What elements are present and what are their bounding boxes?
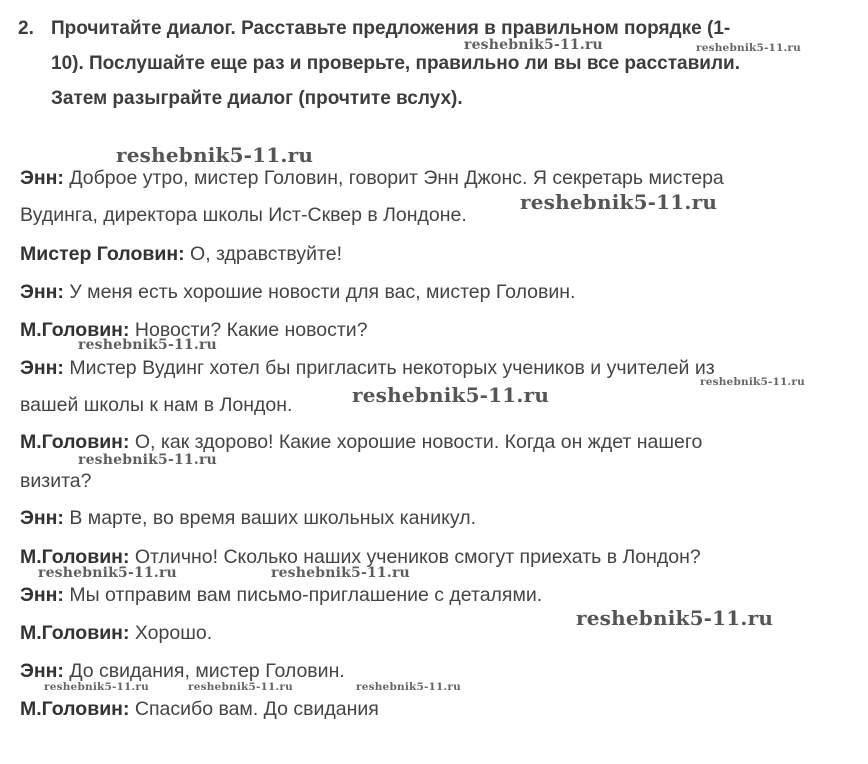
watermark: reshebnik5-11.ru — [576, 606, 774, 630]
replica: Отлично! Сколько наших учеников смогут приехать в Лондон? — [134, 546, 701, 568]
replica: Доброе утро, мистер Головин, говорит Энн Джонс. Я секретарь мистера — [69, 167, 724, 189]
watermark: reshebnik5-11.ru — [78, 337, 217, 353]
replica: Новости? Какие новости? — [134, 319, 368, 341]
dialog-line — [20, 617, 212, 649]
speaker: Энн: — [20, 507, 64, 529]
replica: О, здравствуйте! — [190, 243, 342, 265]
replica: Хорошо. — [134, 622, 213, 644]
replica: О, как здорово! Какие хорошие новости. Когда он ждет нашего — [134, 431, 703, 453]
speaker: М.Головин: — [20, 546, 130, 568]
watermark: reshebnik5-11.ru — [188, 681, 293, 693]
replica: В марте, во время ваших школьных каникул. — [69, 507, 477, 529]
watermark: reshebnik5-11.ru — [116, 143, 314, 167]
replica: Вудинга, директора школы Ист-Сквер в Лондоне. — [20, 204, 467, 226]
replica: визита? — [20, 470, 92, 492]
dialog-line — [20, 693, 379, 725]
dialog-line — [20, 502, 476, 534]
watermark: reshebnik5-11.ru — [78, 452, 217, 468]
watermark: reshebnik5-11.ru — [464, 37, 603, 53]
speaker: Мистер Головин: — [20, 243, 185, 265]
watermark: reshebnik5-11.ru — [44, 681, 149, 693]
watermark: reshebnik5-11.ru — [271, 565, 410, 581]
task-line-3: Затем разыграйте диалог (прочтите вслух). — [51, 88, 463, 109]
speaker: М.Головин: — [20, 431, 130, 453]
watermark: reshebnik5-11.ru — [356, 681, 461, 693]
task-line-2: 10). Послушайте еще раз и проверьте, правильно ли вы все расставили. — [51, 53, 741, 74]
replica: До свидания, мистер Головин. — [69, 660, 345, 682]
dialog-line — [20, 389, 292, 421]
watermark: reshebnik5-11.ru — [352, 383, 550, 407]
dialog-line — [20, 199, 467, 231]
task-line-1: Прочитайте диалог. Расставьте предложения в правильном порядке (1- — [51, 18, 731, 39]
replica: Спасибо вам. До свидания — [134, 698, 379, 720]
replica: У меня есть хорошие новости для вас, мистер Головин. — [69, 281, 576, 303]
watermark: reshebnik5-11.ru — [700, 376, 805, 388]
dialog-line — [20, 352, 715, 384]
speaker: Энн: — [20, 167, 64, 189]
speaker: Энн: — [20, 357, 64, 379]
dialog-line — [20, 465, 92, 497]
watermark: reshebnik5-11.ru — [38, 565, 177, 581]
replica: Мистер Вудинг хотел бы пригласить некоторых учеников и учителей из — [69, 357, 715, 379]
speaker: М.Головин: — [20, 319, 130, 341]
replica: Мы отправим вам письмо-приглашение с деталями. — [69, 584, 543, 606]
watermark: reshebnik5-11.ru — [696, 42, 801, 54]
dialog-line — [20, 276, 575, 308]
dialog-line — [20, 238, 342, 270]
watermark: reshebnik5-11.ru — [520, 190, 718, 214]
replica: вашей школы к нам в Лондон. — [20, 394, 293, 416]
speaker: М.Головин: — [20, 622, 130, 644]
task-number: 2. — [18, 18, 34, 39]
dialog-line — [20, 579, 542, 611]
speaker: М.Головин: — [20, 698, 130, 720]
speaker: Энн: — [20, 584, 64, 606]
speaker: Энн: — [20, 281, 64, 303]
speaker: Энн: — [20, 660, 64, 682]
